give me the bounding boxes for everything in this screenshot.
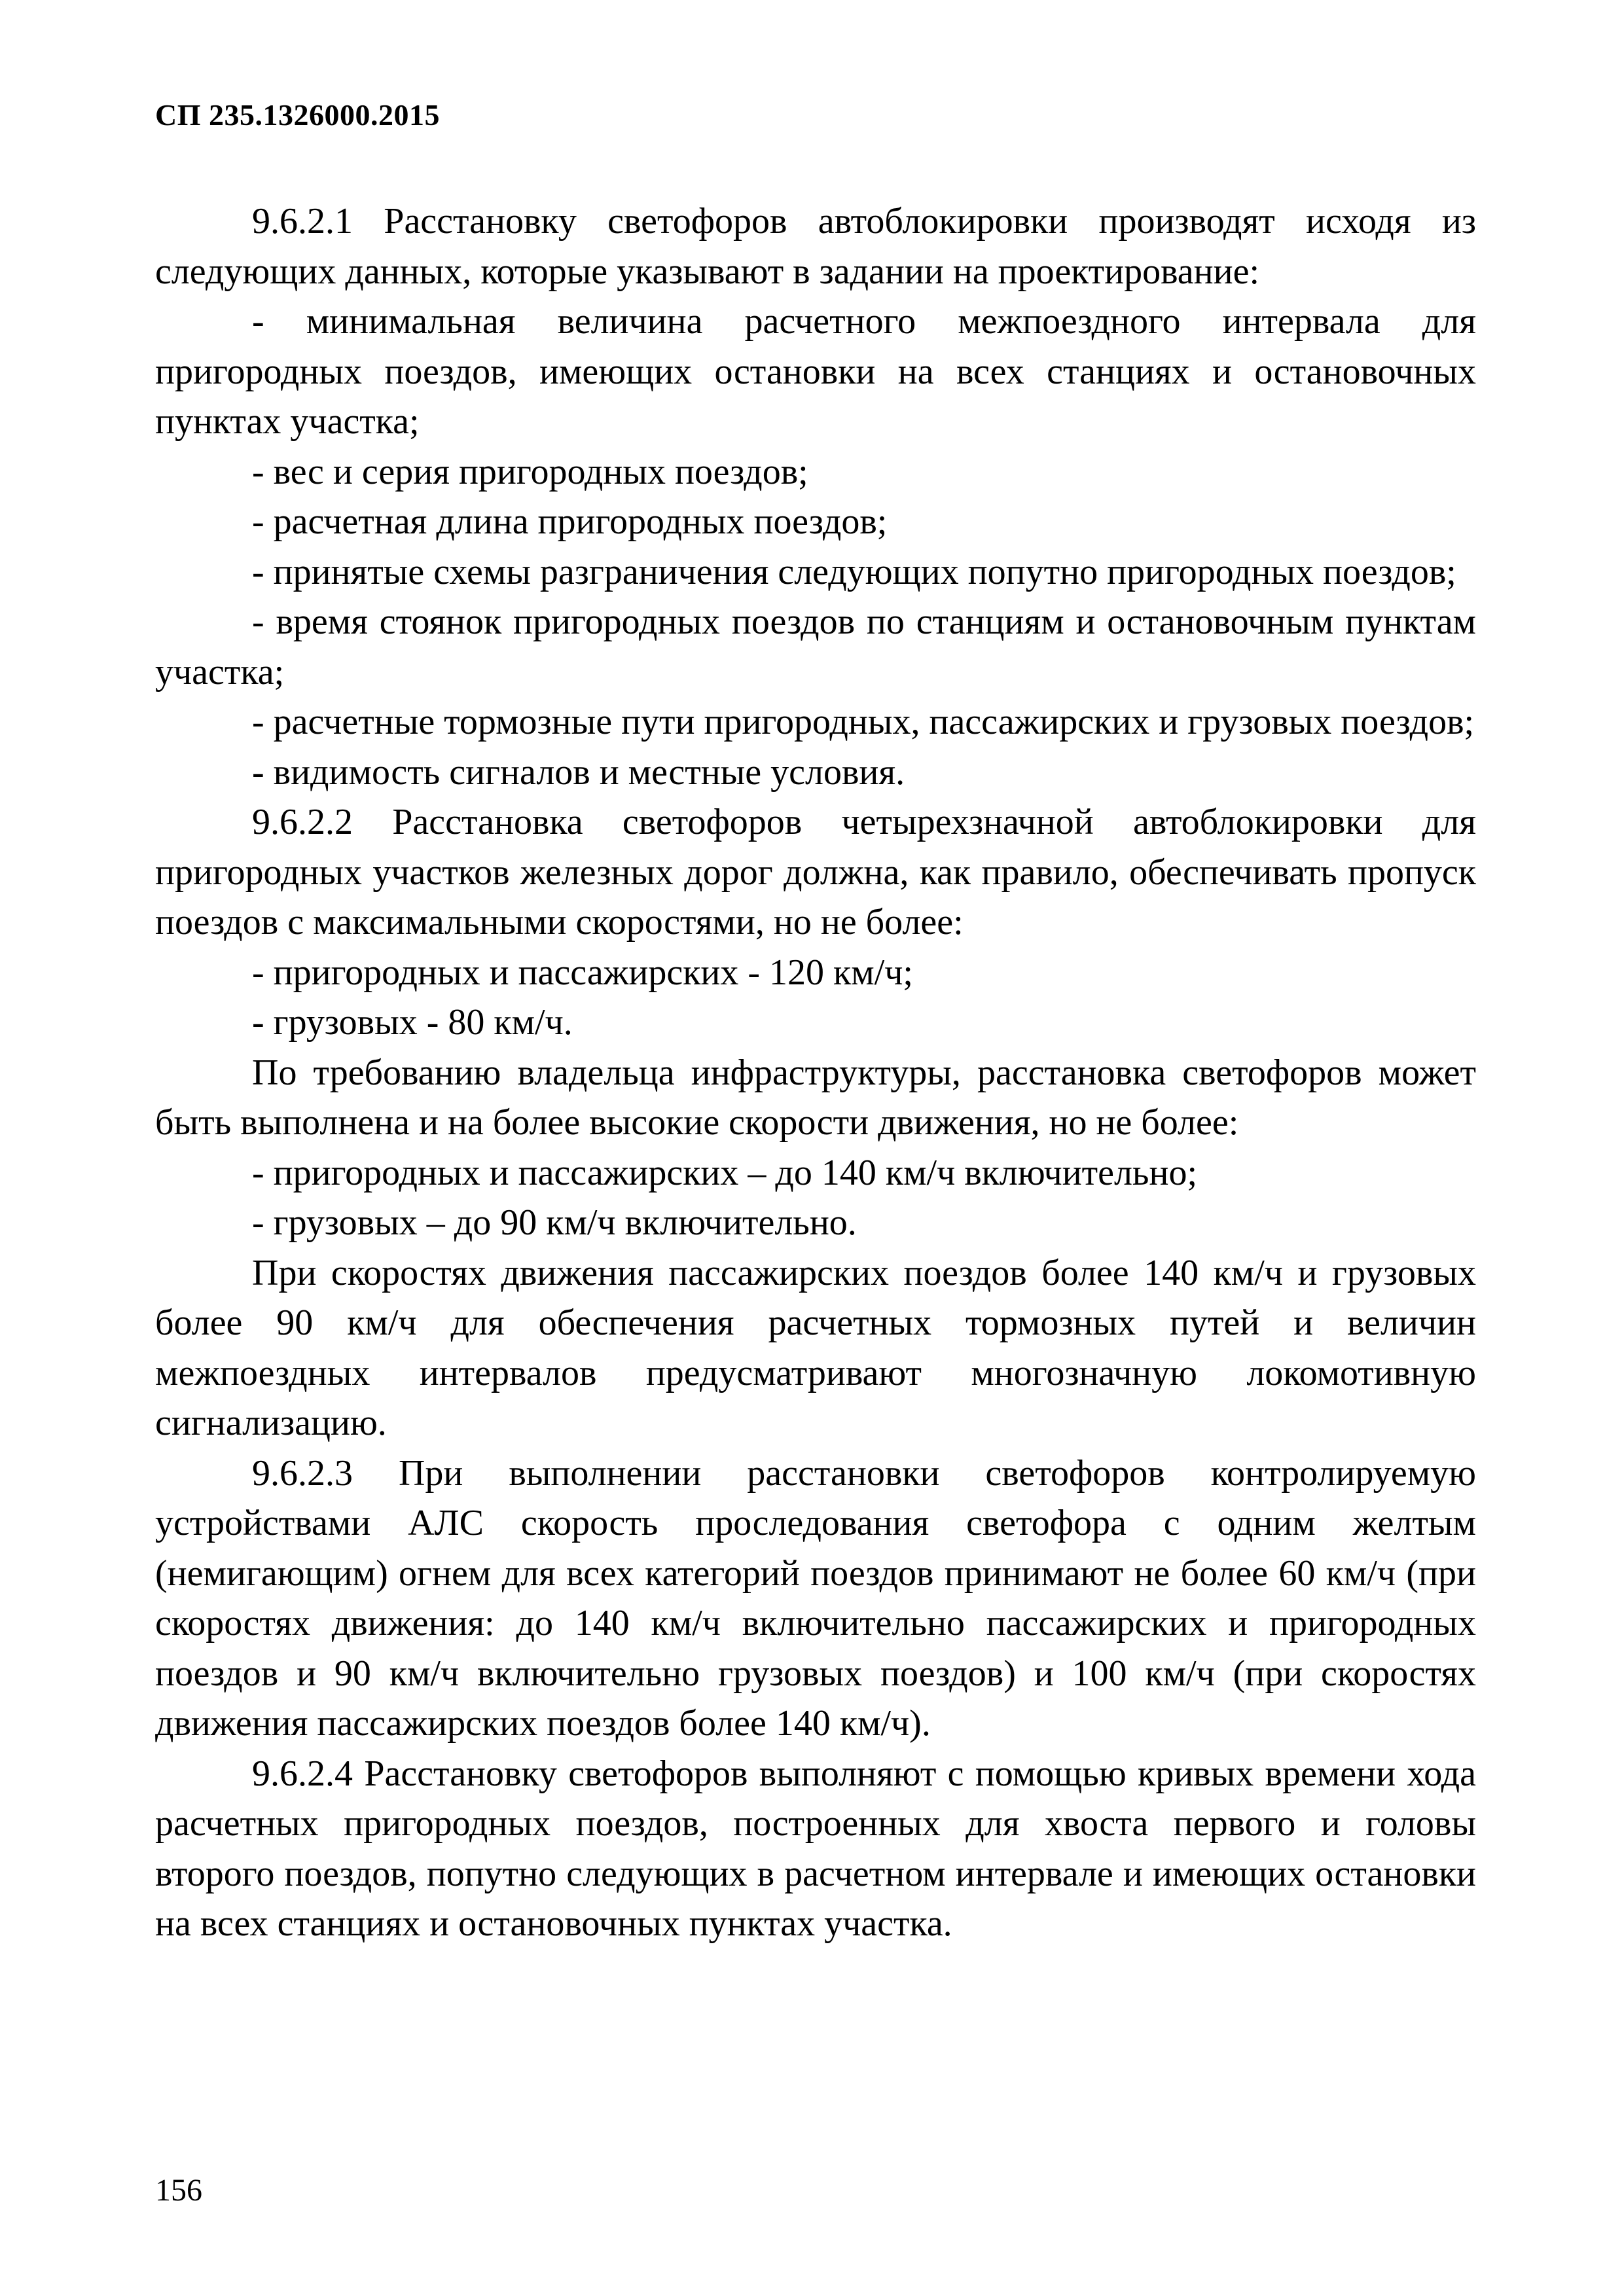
list-item-weight: - вес и серия пригородных поездов; (252, 451, 808, 492)
list-item-passenger-speed: - пригородных и пассажирских - 120 км/ч; (252, 952, 913, 993)
page-number: 156 (155, 2173, 202, 2208)
paragraph-owner-request: По требованию владельца инфраструктуры, расстановка светофоров может быть выполнена и на более высокие скорости движения, но не более: (155, 1052, 1476, 1143)
list-item-interval: - минимальная величина расчетного межпоездного интервала для пригородных поездов, имеющих остановки на всех станциях и остановочных пунктах участка; (155, 301, 1476, 442)
clause-9-6-2-2: 9.6.2.2 Расстановка светофоров четырехзначной автоблокировки для пригородных участков железных дорог должна, как правило, обеспечивать пропуск поездов с максимальными скоростями, но не более: (155, 802, 1476, 942)
list-item-passenger-speed-high: - пригородных и пассажирских – до 140 км/ч включительно; (252, 1152, 1197, 1193)
page-body (155, 196, 1476, 1949)
list-item-length: - расчетная длина пригородных поездов; (252, 501, 888, 542)
paragraph-cab-signalling: При скоростях движения пассажирских поездов более 140 км/ч и грузовых более 90 км/ч для обеспечения расчетных тормозных путей и величин межпоездных интервалов предусматривают многозначную локомотивную сигнализацию. (155, 1252, 1476, 1443)
list-item-schemes: - принятые схемы разграничения следующих попутно пригородных поездов; (252, 551, 1456, 592)
list-item-freight-speed: - грузовых - 80 км/ч. (252, 1002, 573, 1043)
list-item-braking: - расчетные тормозные пути пригородных, пассажирских и грузовых поездов; (252, 702, 1475, 742)
clause-9-6-2-3: 9.6.2.3 При выполнении расстановки светофоров контролируемую устройствами АЛС скорость проследования светофора с одним желтым (немигающим) огнем для всех категорий поездов принимают не более 60 км/ч (при скоростях движения: до 140 км/ч включительно пассажирских и пригородных поездов и 90 км/ч включительно грузовых поездов) и 100 км/ч (при скоростях движения пассажирских поездов более 140 км/ч). (155, 1452, 1476, 1744)
clause-9-6-2-1: 9.6.2.1 Расстановку светофоров автоблокировки производят исходя из следующих данных, которые указывают в задании на проектирование: (155, 201, 1476, 292)
list-item-visibility: - видимость сигналов и местные условия. (252, 751, 905, 793)
list-item-freight-speed-high: - грузовых – до 90 км/ч включительно. (252, 1202, 857, 1243)
list-item-stops: - время стоянок пригородных поездов по станциям и остановочным пунктам участка; (155, 601, 1476, 692)
document-code-header: СП 235.1326000.2015 (155, 98, 440, 132)
clause-9-6-2-4: 9.6.2.4 Расстановку светофоров выполняют с помощью кривых времени хода расчетных пригородных поездов, построенных для хвоста первого и головы второго поездов, попутно следующих в расчетном интервале и имеющих остановки на всех станциях и остановочных пунктах участка. (155, 1753, 1476, 1944)
